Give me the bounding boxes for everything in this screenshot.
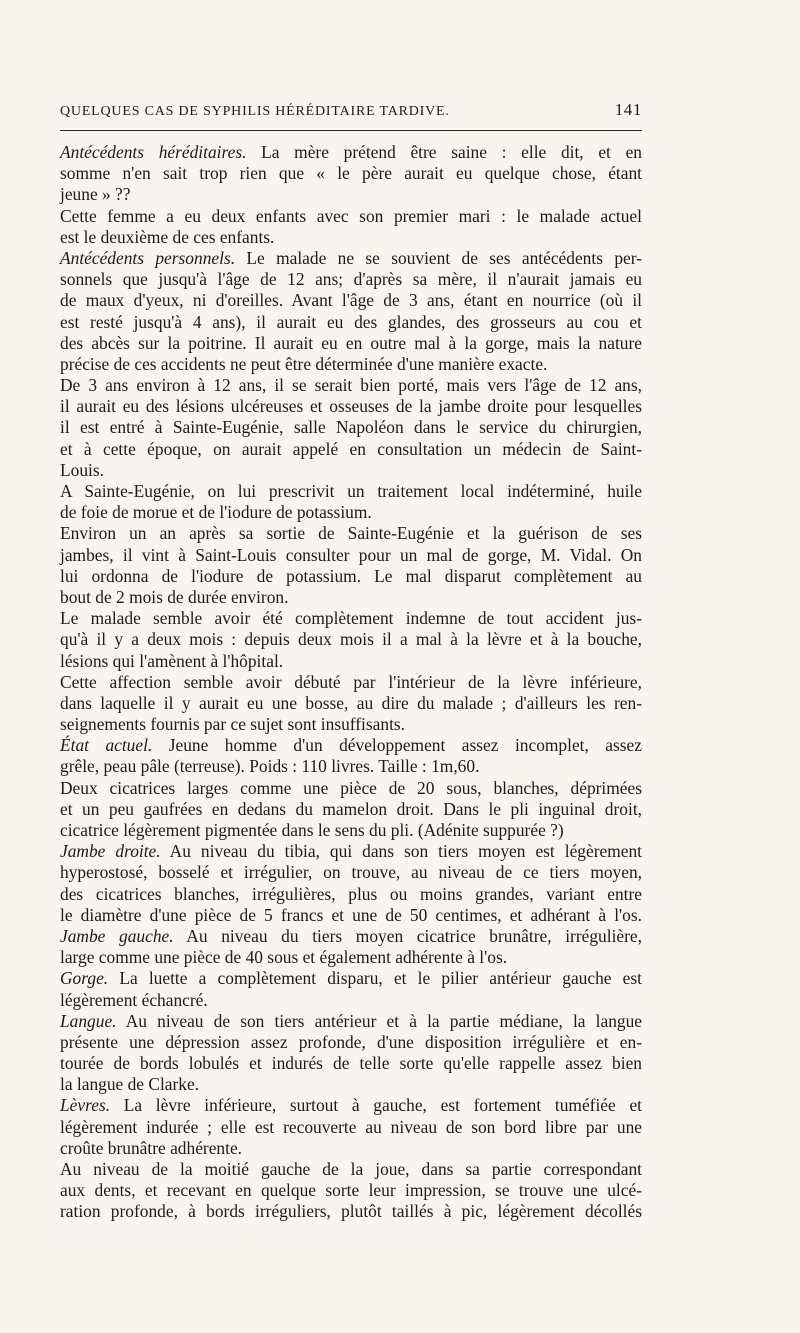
section-lead: Langue. <box>60 1010 117 1031</box>
text-line <box>60 248 642 269</box>
text-line <box>60 693 642 714</box>
text-line <box>60 1138 642 1159</box>
running-header <box>60 100 642 120</box>
text-line <box>60 905 642 926</box>
line-text: La lèvre inférieure, surtout à gauche, est fortement tuméfiée et <box>110 1095 642 1116</box>
text-line <box>60 1159 642 1180</box>
line-text: La luette a complètement disparu, et le pilier antérieur gauche est <box>108 968 642 989</box>
text-line <box>60 460 642 481</box>
text-line <box>60 290 642 311</box>
section-lead: Gorge. <box>60 968 109 989</box>
text-line <box>60 566 642 587</box>
line-text: et un peu gaufrées en dedans du mamelon droit. Dans le pli inguinal droit, <box>60 798 642 819</box>
text-line <box>60 523 642 544</box>
section-lead: Jambe droite. <box>60 841 161 862</box>
text-line <box>60 884 642 905</box>
text-line <box>60 1032 642 1053</box>
text-line <box>60 1180 642 1201</box>
line-text: Le malade ne se souvient de ses antécédents per- <box>235 247 642 268</box>
line-text: Cette femme a eu deux enfants avec son premier mari : le malade actuel <box>60 205 642 226</box>
text-line <box>60 1053 642 1074</box>
line-text: sonnels que jusqu'à l'âge de 12 ans; d'après sa mère, il n'aurait jamais eu <box>60 269 642 290</box>
line-text: il aurait eu des lésions ulcéreuses et osseuses de la jambe droite pour lesquelles <box>60 396 642 417</box>
text-line <box>60 735 642 756</box>
line-text: seignements fournis par ce sujet sont insuffisants. <box>60 714 406 735</box>
line-text: somme n'en sait trop rien que « le père aurait eu quelque chose, étant <box>60 163 642 184</box>
line-text: La mère prétend être saine : elle dit, et en <box>246 142 642 162</box>
line-text: jambes, il vint à Saint-Louis consulter pour un mal de gorge, M. Vidal. On <box>60 544 642 565</box>
text-line <box>60 269 642 290</box>
line-text: le diamètre d'une pièce de 5 francs et une de 50 centimes, et adhérant à l'os. <box>60 904 642 925</box>
text-line <box>60 545 642 566</box>
line-text: bout de 2 mois de durée environ. <box>60 586 289 607</box>
text-line <box>60 799 642 820</box>
section-lead: État actuel. <box>60 735 153 756</box>
text-line <box>60 142 642 163</box>
line-text: Cette affection semble avoir débuté par l'intérieur de la lèvre inférieure, <box>60 671 642 692</box>
section-lead: Jambe gauche. <box>60 925 174 946</box>
line-text: est resté jusqu'à 4 ans), il aurait eu des glandes, des grosseurs au cou et <box>60 311 642 332</box>
section-lead: Lèvres. <box>60 1095 111 1116</box>
text-line <box>60 481 642 502</box>
running-title: QUELQUES CAS DE SYPHILIS HÉRÉDITAIRE TARDIVE. <box>60 104 450 119</box>
text-line <box>60 163 642 184</box>
text-line <box>60 439 642 460</box>
line-text: la langue de Clarke. <box>60 1074 200 1095</box>
line-text: cicatrice légèrement pigmentée dans le sens du pli. (Adénite suppurée ?) <box>60 820 564 840</box>
line-text: Louis. <box>60 459 104 480</box>
line-text: légèrement échancré. <box>60 989 208 1010</box>
line-text: dans laquelle il y aurait eu une bosse, au dire du malade ; d'ailleurs les ren- <box>60 692 642 713</box>
header-rule <box>60 130 642 131</box>
text-line <box>60 778 642 799</box>
line-text: lésions qui l'amènent à l'hôpital. <box>60 650 284 671</box>
line-text: de foie de morue et de l'iodure de potassium. <box>60 502 372 523</box>
text-line <box>60 354 642 375</box>
line-text: Deux cicatrices larges comme une pièce de 20 sous, blanches, déprimées <box>60 777 642 798</box>
text-line <box>60 502 642 523</box>
line-text: Le malade semble avoir été complètement indemne de tout accident jus- <box>60 608 642 629</box>
section-lead: Antécédents héréditaires. <box>60 142 247 162</box>
text-line <box>60 990 642 1011</box>
line-text: Au niveau du tibia, qui dans son tiers moyen est légèrement <box>160 841 643 862</box>
text-line <box>60 608 642 629</box>
text-line <box>60 820 642 841</box>
text-line <box>60 206 642 227</box>
line-text: jeune » ?? <box>60 184 131 205</box>
line-text: précise de ces accidents ne peut être déterminée d'une manière exacte. <box>60 353 548 374</box>
text-line <box>60 1201 642 1222</box>
line-text: De 3 ans environ à 12 ans, il se serait bien porté, mais vers l'âge de 12 ans, <box>60 375 642 396</box>
text-line <box>60 926 642 947</box>
text-line <box>60 862 642 883</box>
line-text: croûte brunâtre adhérente. <box>60 1137 243 1158</box>
line-text: qu'à il y a deux mois : depuis deux mois il a mal à la lèvre et à la bouche, <box>60 629 642 650</box>
line-text: Au niveau de son tiers antérieur et à la partie médiane, la langue <box>116 1010 642 1031</box>
line-text: Environ un an après sa sortie de Sainte-Eugénie et la guérison de ses <box>60 523 642 544</box>
line-text: il est entré à Sainte-Eugénie, salle Napoléon dans le service du chirurgien, <box>60 417 642 438</box>
text-line <box>60 227 642 248</box>
text-line <box>60 417 642 438</box>
text-line <box>60 651 642 672</box>
line-text: ration profonde, à bords irréguliers, plutôt taillés à pic, légèrement décollés <box>60 1201 642 1222</box>
text-line <box>60 1011 642 1032</box>
text-line <box>60 184 642 205</box>
line-text: lui ordonna de l'iodure de potassium. Le mal disparut complètement au <box>60 565 642 586</box>
line-text: des cicatrices blanches, irrégulières, plus ou moins grandes, variant entre <box>60 883 642 904</box>
text-line <box>60 1117 642 1138</box>
text-line <box>60 1095 642 1116</box>
line-text: est le deuxième de ces enfants. <box>60 226 275 247</box>
text-line <box>60 947 642 968</box>
text-line <box>60 1074 642 1095</box>
line-text: Jeune homme d'un développement assez incomplet, assez <box>152 735 642 756</box>
text-line <box>60 672 642 693</box>
body-text <box>60 142 642 1223</box>
line-text: large comme une pièce de 40 sous et également adhérente à l'os. <box>60 947 508 968</box>
line-text: présente une dépression assez profonde, d'une disposition irrégulière et en- <box>60 1031 642 1052</box>
text-line <box>60 587 642 608</box>
page-number: 141 <box>614 100 642 119</box>
line-text: aux dents, et recevant en quelque sorte leur impression, se trouve une ulcé- <box>60 1180 642 1201</box>
text-line <box>60 968 642 989</box>
line-text: grêle, peau pâle (terreuse). Poids : 110 livres. Taille : 1m,60. <box>60 756 480 777</box>
text-line <box>60 629 642 650</box>
section-lead: Antécédents personnels. <box>60 247 236 268</box>
text-line <box>60 841 642 862</box>
line-text: hyperostosé, bosselé et irrégulier, on trouve, au niveau de ce tiers moyen, <box>60 862 642 883</box>
text-line <box>60 396 642 417</box>
line-text: de maux d'yeux, ni d'oreilles. Avant l'âge de 3 ans, étant en nourrice (où il <box>60 290 642 311</box>
line-text: légèrement indurée ; elle est recouverte au niveau de son bord libre par une <box>60 1116 642 1137</box>
line-text: Au niveau de la moitié gauche de la joue, dans sa partie correspondant <box>60 1159 642 1179</box>
line-text: tourée de bords lobulés et indurés de telle sorte qu'elle rappelle assez bien <box>60 1053 642 1074</box>
line-text: des abcès sur la poitrine. Il aurait eu en outre mal à la gorge, mais la nature <box>60 332 642 353</box>
text-line <box>60 333 642 354</box>
text-line <box>60 714 642 735</box>
text-line <box>60 375 642 396</box>
line-text: Au niveau du tiers moyen cicatrice brunâtre, irrégulière, <box>173 925 642 946</box>
text-line <box>60 756 642 777</box>
line-text: et à cette époque, on aurait appelé en consultation un médecin de Saint- <box>60 438 642 459</box>
line-text: A Sainte-Eugénie, on lui prescrivit un traitement local indéterminé, huile <box>60 481 642 501</box>
text-line <box>60 312 642 333</box>
